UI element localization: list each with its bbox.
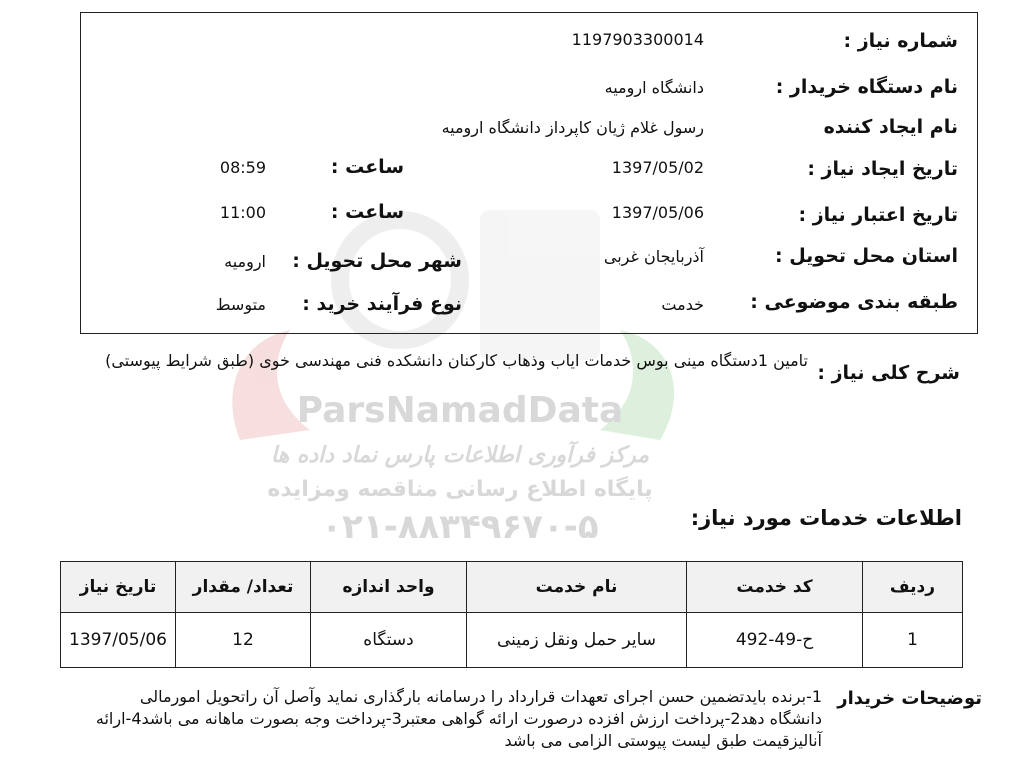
creator-value: رسول غلام ژیان کاپرداز دانشگاه ارومیه	[441, 118, 704, 137]
watermark-line1: مرکز فرآوری اطلاعات پارس نماد داده ها	[270, 443, 650, 468]
province-label: استان محل تحویل :	[775, 245, 958, 267]
validity-time-value: 11:00	[219, 203, 266, 222]
table-header-row	[61, 562, 963, 613]
city-label: شهر محل تحویل :	[292, 250, 462, 272]
buyer-org-value: دانشگاه ارومیه	[604, 78, 704, 97]
description-text: تامین 1دستگاه مینی بوس خدمات ایاب وذهاب کارکنان دانشکده فنی مهندسی خوی (طبق شرایط پیوستی)	[105, 351, 808, 370]
services-table	[60, 561, 963, 668]
table-row	[61, 613, 963, 668]
process-label: نوع فرآیند خرید :	[302, 293, 462, 315]
col-header-row-number: ردیف	[863, 562, 963, 613]
validity-time-label: ساعت :	[330, 201, 404, 223]
cell-service-name: سایر حمل ونقل زمینی	[467, 613, 687, 668]
watermark-leaf-green	[600, 330, 674, 440]
cell-row-number: 1	[863, 613, 963, 668]
process-value: متوسط	[215, 295, 266, 314]
category-value: خدمت	[661, 295, 704, 314]
col-header-service-code: کد خدمت	[687, 562, 863, 613]
col-header-need-date: تاریخ نیاز	[61, 562, 176, 613]
description-label: شرح کلی نیاز :	[817, 362, 960, 384]
province-value: آذربایجان غربی	[603, 247, 704, 266]
cell-service-code: ح-49-492	[687, 613, 863, 668]
creator-label: نام ایجاد کننده	[823, 116, 958, 138]
need-number-label: شماره نیاز :	[843, 30, 958, 52]
category-label: طبقه بندی موضوعی :	[750, 291, 958, 313]
cell-unit: دستگاه	[311, 613, 467, 668]
buyer-org-label: نام دستگاه خریدار :	[775, 76, 958, 98]
buyer-notes-label: توضیحات خریدار	[837, 688, 982, 709]
city-value: ارومیه	[224, 252, 266, 271]
col-header-unit: واحد اندازه	[311, 562, 467, 613]
col-header-quantity: تعداد/ مقدار	[176, 562, 311, 613]
watermark-leaf-red	[232, 330, 310, 440]
created-date-value: 1397/05/02	[611, 158, 704, 177]
cell-quantity: 12	[176, 613, 311, 668]
validity-date-value: 1397/05/06	[611, 203, 704, 222]
watermark-line2: پایگاه اطلاع رسانی مناقصه ومزایده	[267, 477, 653, 502]
created-date-label: تاریخ ایجاد نیاز :	[807, 158, 958, 180]
watermark-phone: ۰۲۱-۸۸۳۴۹۶۷۰-۵	[321, 507, 599, 547]
services-title: اطلاعات خدمات مورد نیاز:	[690, 506, 962, 530]
col-header-service-name: نام خدمت	[467, 562, 687, 613]
validity-date-label: تاریخ اعتبار نیاز :	[798, 204, 958, 226]
watermark-brand: ParsNamadData	[296, 390, 624, 431]
created-time-label: ساعت :	[330, 156, 404, 178]
need-number-value: 1197903300014	[571, 30, 704, 49]
cell-need-date: 1397/05/06	[61, 613, 176, 668]
buyer-notes-text: 1-برنده بایدتضمین حسن اجرای تعهدات قرارداد را درسامانه بارگذاری نماید وآصل آن راتحویل امورمالی دانشگاه دهد2-پرداخت ارزش افزده درصورت ارائه گواهی معتبر3-پرداخت وجه بصورت ماهانه می باشد4-ارائه آنالیزقیمت طبق لیست پیوستی الزامی می باشد	[95, 687, 822, 750]
created-time-value: 08:59	[219, 158, 266, 177]
